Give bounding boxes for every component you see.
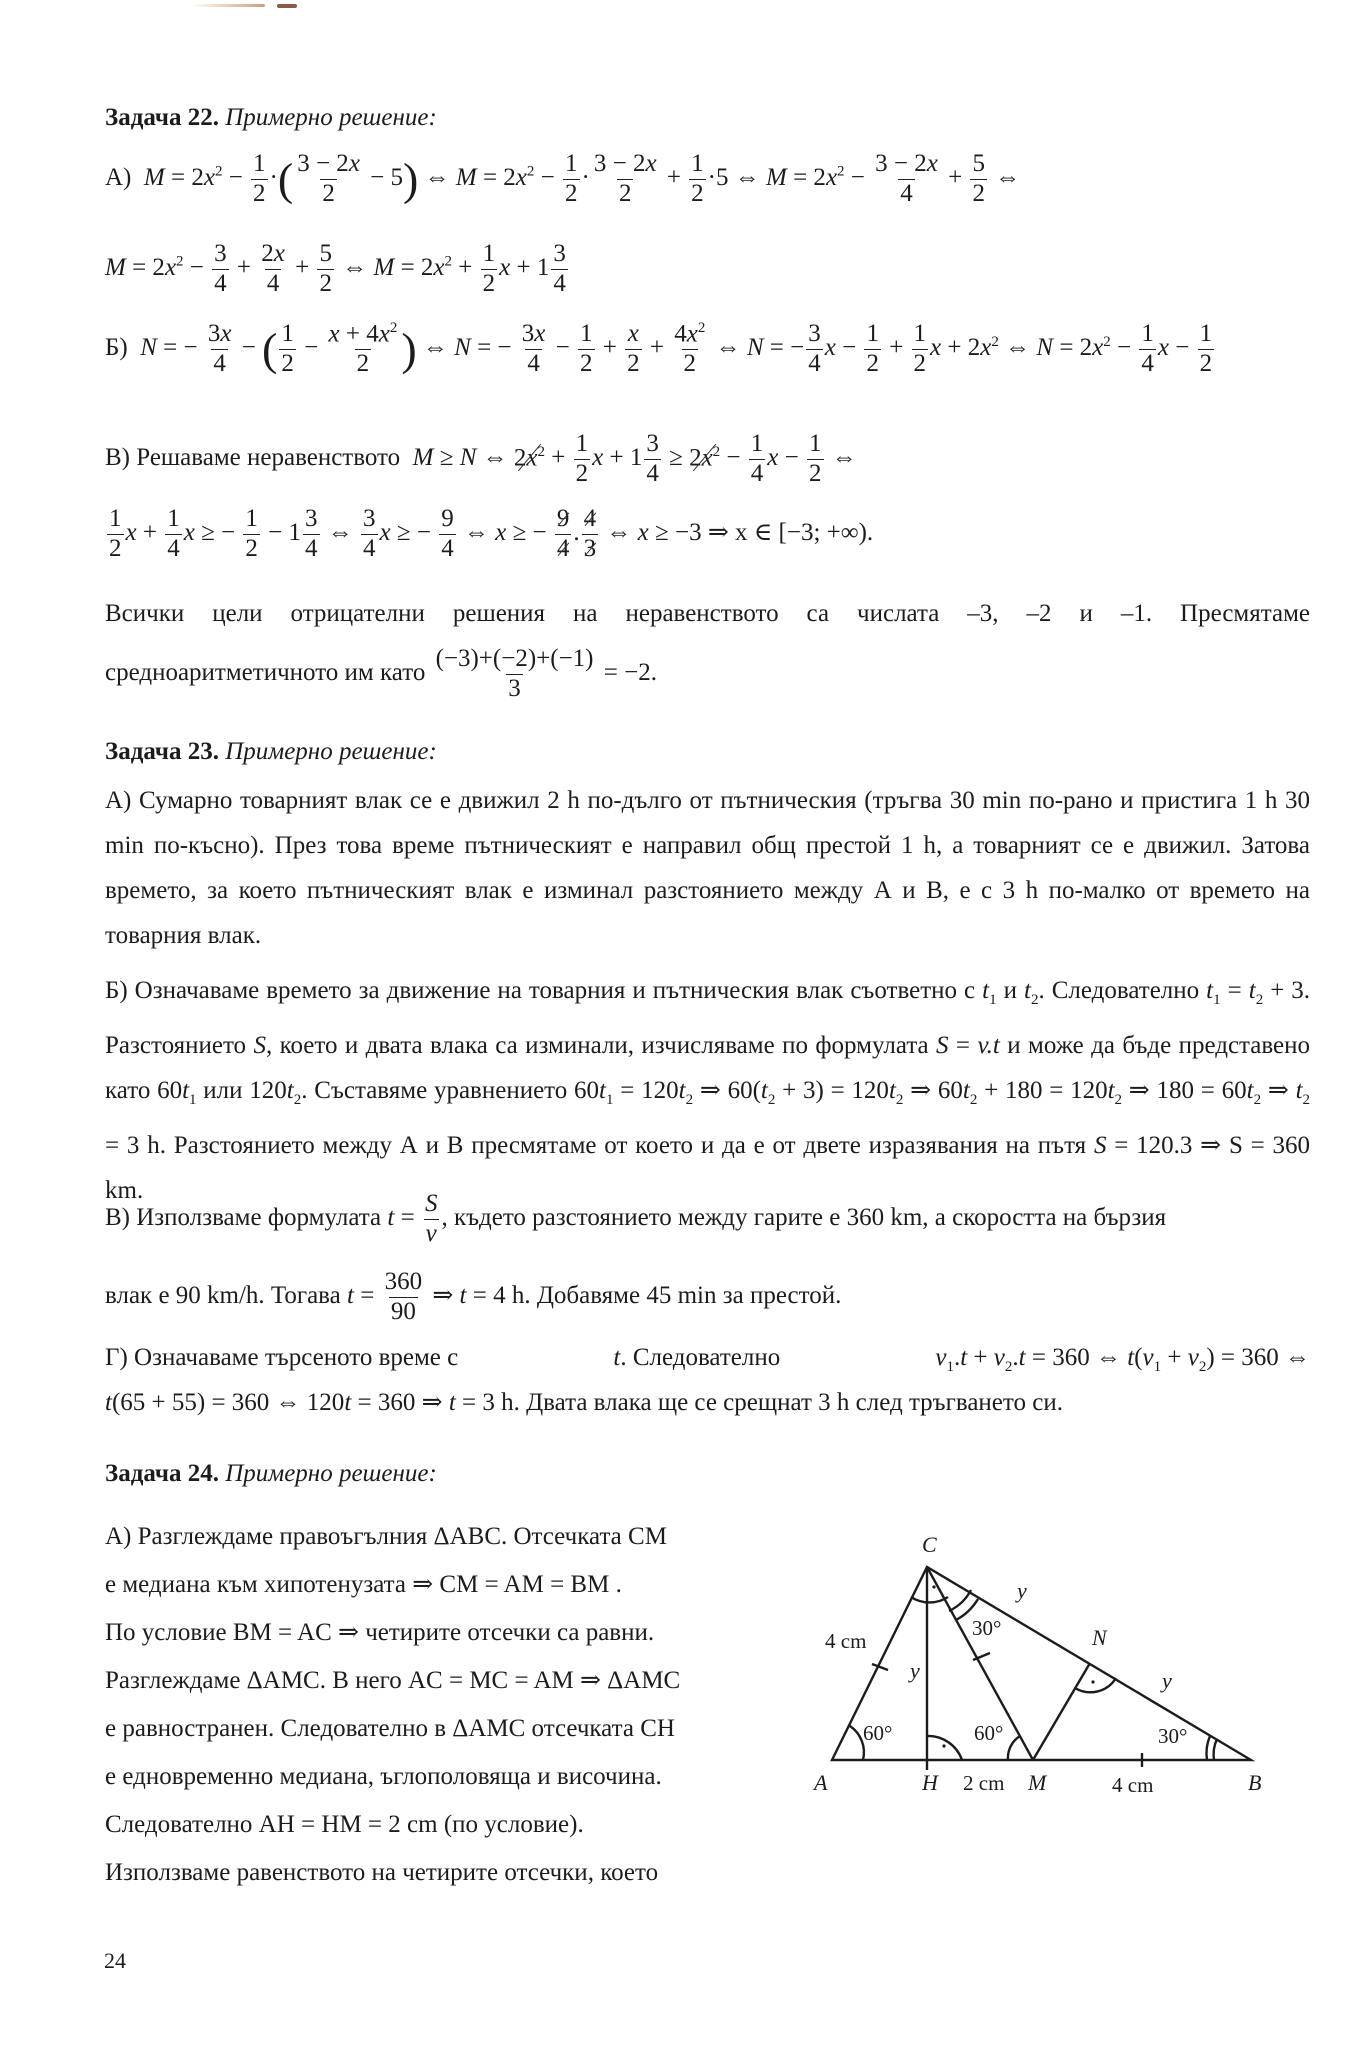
page-number: 24 — [104, 1948, 126, 1973]
task23-b-text: Б) Означаваме времето за движение на товарния и пътническия влак съответно с $t_1$ и $t_2$. Следователно $t_1 = t_2 + 3$. Разстоянието S, което и двата влака са изминали, изчисляваме по формулата S = v.t и може да бъде представено като $60t_1$ или $120t_2$. Съставяме уравнението $60t_1 = 120t_2$ ⇒ $60(t_2 + 3) = 120t_2$ ⇒ $60t_2 + 180 = 120t_2$ ⇒ $180 = 60t_2$ ⇒ $t_2 = 3$ h. Разстоянието между А и В пресмятаме от което и да е от двете изразявания на пътя S = 120.3 ⇒ S = 360 km. — [105, 977, 1311, 1204]
label-angle-a: 60° — [863, 1721, 893, 1745]
arc-right-h — [927, 1736, 962, 1760]
top-decoration-mark — [277, 4, 297, 8]
task24-line: А) Разглеждаме правоъгълния ΔABC. Отсечката CM — [105, 1523, 667, 1550]
task22-v-line2: $\frac{1}{2}$ x + $\frac{1}{4}$ x ≥ − $\frac{1}{2}$ − 1 $\frac{3}{4}$ ⇔ $\frac{3}{4}$ x ≥ − $\frac{9}{4}$ ⇔ x ≥ − $\frac{9}{4}$ . $\frac{4}{3}$ ⇔ x ≥ −3 ⇒ x ∈ [−3; +∞). — [109, 505, 874, 562]
task22-subtitle: Примерно решение: — [225, 104, 437, 131]
arc-angle-m — [1008, 1736, 1020, 1760]
task23-v-line1: В) Използваме формулата t = $\frac{S}{v}$ , където разстоянието между гарите е 360 km, а скоростта на бързия — [105, 1190, 1167, 1247]
task22-v-line1: В) Решаваме неравенството M ≥ N ⇔ $2x^2$ + $\frac{1}{2}$ x + 1 $\frac{3}{4}$ ≥ $2x^2$ − $\frac{1}{4}$ x − $\frac{1}{2}$ ⇔ — [105, 430, 857, 487]
triangle-diagram — [810, 1510, 1290, 1810]
label-hm: 2 cm — [963, 1771, 1005, 1795]
task24-line: Използваме равенството на четирите отсечки, което — [105, 1859, 659, 1886]
mean-numerator: (−3)+(−2)+(−1) — [435, 645, 594, 672]
label-cn: y — [1017, 1578, 1027, 1603]
task22-a-line1: А) $M = 2x^2$ − $\frac{1}{2}$ ·( $\frac{3 - 2x}{2}$ − 5) ⇔ $M = 2x^2$ − $\frac{1}{2}$ · $\frac{3 - 2x}{2}$ + $\frac{1}{2}$ ·5 ⇔ $M = 2x^2$ − $\frac{3 - 2x}{4}$ + $\frac{5}{2}$ ⇔ — [105, 150, 1021, 207]
task23-g-line1: Г) Означаваме търсеното време с t. Следователно $v_1.t + v_2.t = 360$ ⇔ $t(v_1 + v_2) = 360$ ⇔ — [105, 1344, 1310, 1375]
task22-a-line2: $M = 2x^2$ − $\frac{3}{4}$ + $\frac{2x}{4}$ + $\frac{5}{2}$ ⇔ $M = 2x^2$ + $\frac{1}{2}$ x + 1 $\frac{3}{4}$ — [105, 240, 566, 297]
arc-b-double-2 — [1214, 1739, 1217, 1760]
point-c: C — [922, 1532, 937, 1557]
task22-v-label: В) — [105, 443, 130, 471]
task22-g-line2 — [105, 645, 657, 704]
task23-a-text: А) Сумарно товарният влак се е движил 2 h по-дълго от пътническия (тръгва 30 min по-рано и пристига 1 h 30 min по-късно). През това време пътническият е направил общ престой 1 h, а товарният се е движил. Затова времето, за което пътническият влак е изминал разстоянието между А и В, е с 3 h по-малко от времето на товарния влак. — [105, 787, 1310, 949]
task22-header — [105, 104, 437, 132]
arc-b-double-1 — [1206, 1736, 1210, 1760]
task24-line: е медиана към хипотенузата ⇒ CM = AM = BM . — [105, 1571, 622, 1598]
task24-header — [105, 1460, 437, 1488]
point-h: H — [922, 1770, 938, 1795]
label-ch: y — [910, 1658, 920, 1683]
task24-line: Следователно AH = HM = 2 cm (по условие). — [105, 1811, 584, 1838]
task22-interval: x ∈ [−3; +∞). — [735, 518, 874, 546]
task24-line: е едновременно медиана, ъглополовяща и височина. — [105, 1763, 662, 1790]
label-angle-mcn: 30° — [972, 1616, 1002, 1640]
task24-line: е равностранен. Следователно в ΔAMC отсечката CH — [105, 1715, 675, 1742]
arc-angle-a — [850, 1726, 864, 1760]
top-decoration — [190, 4, 265, 7]
point-b: B — [1248, 1770, 1262, 1795]
task22-b-line: Б) N = − $\frac{3x}{4}$ − ( $\frac{1}{2}$ − $\frac{x + 4x^2}{2}$ ) ⇔ N = − $\frac{3x}{4}$ − $\frac{1}{2}$ + $\frac{x}{2}$ + $\frac{4x^2}{2}$ ⇔ N = − $\frac{3}{4}$ x − $\frac{1}{2}$ + $\frac{1}{2}$ $x + 2x^2$ ⇔ $N = 2x^2$ − $\frac{1}{4}$ x − $\frac{1}{2}$ — [105, 320, 1213, 378]
task23-title: Задача 23. — [105, 738, 219, 765]
task23-header — [105, 738, 437, 766]
label-nb: y — [1162, 1668, 1172, 1693]
mean-result: = −2. — [603, 658, 657, 686]
task22-title: Задача 22. — [105, 104, 219, 131]
task23-v-line2: влак е 90 km/h. Тогава t = $\frac{360}{90}$ ⇒ t = 4 h. Добавяме 45 min за престой. — [105, 1268, 842, 1325]
task24-text — [105, 1513, 765, 1897]
task24-line: Разглеждаме ΔAMC. В него AC = MC = AM ⇒ ΔAMC — [105, 1667, 681, 1694]
arc-c-double-1 — [949, 1590, 971, 1611]
mean-denominator: 3 — [508, 674, 521, 702]
point-m: M — [1028, 1770, 1047, 1795]
task22-g-text2: средноаритметичното им като — [105, 658, 426, 686]
task23-subtitle: Примерно решение: — [225, 738, 437, 765]
point-n: N — [1092, 1625, 1107, 1650]
task22-v-text: Решаваме неравенството — [136, 443, 401, 471]
label-angle-b: 30° — [1158, 1724, 1188, 1748]
segment-mn — [1033, 1663, 1090, 1760]
task22-g-text: Всички цели отрицателни решения на неравенството са числата –3, –2 и –1. Пресмятаме — [105, 600, 1310, 627]
task22-b-label: Б) — [105, 334, 128, 362]
task22-a-label: А) — [105, 163, 132, 191]
arc-right-c — [911, 1597, 948, 1602]
label-ac: 4 cm — [825, 1629, 867, 1653]
label-mb: 4 cm — [1112, 1773, 1154, 1797]
triangle-abc — [832, 1567, 1251, 1760]
task23-g-line2: t(65 + 55) = 360 ⇔ 120t = 360 ⇒ t = 3 h. Двата влака ще се срещнат 3 h след тръгването си. — [105, 1389, 1063, 1416]
label-angle-m: 60° — [974, 1721, 1004, 1745]
task24-title: Задача 24. — [105, 1460, 219, 1487]
point-a: A — [814, 1770, 828, 1795]
task24-subtitle: Примерно решение: — [225, 1460, 437, 1487]
task24-line: По условие BM = AC ⇒ четирите отсечки са равни. — [105, 1619, 655, 1646]
